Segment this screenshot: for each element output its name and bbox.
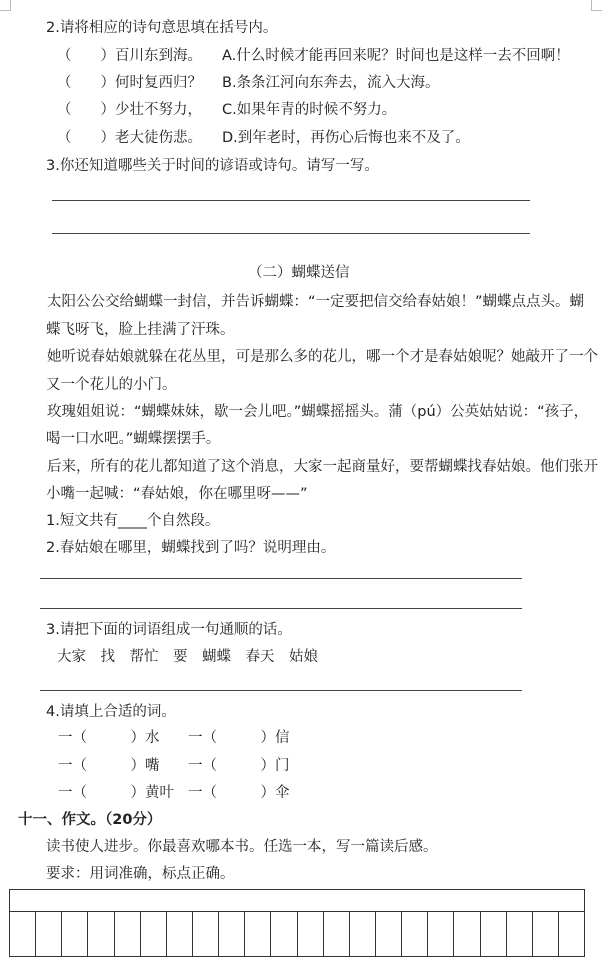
- matching-right: A.什么时候才能再回来呢？时间也是这样一去不回啊！: [222, 48, 570, 64]
- word-list: 大家 找 帮忙 要 蝴蝶 春天 姑娘: [57, 649, 318, 665]
- writing-cell[interactable]: [141, 912, 167, 956]
- composition-prompt: 读书使人进步。你最喜欢哪本书。任选一本，写一篇读后感。: [46, 839, 438, 855]
- writing-cell[interactable]: [36, 912, 62, 956]
- writing-cell[interactable]: [62, 912, 88, 956]
- matching-left: （ ）少壮不努力，: [57, 102, 202, 118]
- answer-line[interactable]: [40, 608, 522, 609]
- fill-word-item: 一（ ）黄叶: [58, 785, 174, 801]
- paragraph-line: 蝶飞呀飞，脸上挂满了汗珠。: [46, 322, 235, 338]
- paragraph-line: 喝一口水吧。”蝴蝶摆摆手。: [46, 431, 221, 447]
- answer-line[interactable]: [40, 578, 522, 579]
- matching-row: [57, 46, 202, 66]
- reading-question-1: 1.短文共有____个自然段。: [46, 513, 220, 529]
- paragraph-line: 后来，所有的花儿都知道了这个消息，大家一起商量好，要帮蝴蝶找春姑娘。他们张开: [18, 459, 598, 475]
- writing-cell[interactable]: [245, 912, 271, 956]
- writing-grid-top-band: [10, 890, 584, 912]
- writing-cell[interactable]: [115, 912, 141, 956]
- page-corner-mark: [591, 0, 602, 11]
- fill-word-item: 一（ ）水: [58, 730, 160, 746]
- fill-word-item: 一（ ）信: [188, 730, 290, 746]
- writing-cell[interactable]: [88, 912, 114, 956]
- reading-question-4: 4.请填上合适的词。: [46, 704, 176, 720]
- question-2-title: 2.请将相应的诗句意思填在括号内。: [46, 20, 278, 36]
- composition-heading: 十一、作文。（20分）: [18, 812, 162, 828]
- writing-cell[interactable]: [350, 912, 376, 956]
- writing-cell[interactable]: [402, 912, 428, 956]
- matching-row: [57, 100, 202, 120]
- matching-left: （ ）何时复西归？: [57, 75, 202, 91]
- writing-cell[interactable]: [193, 912, 219, 956]
- fill-word-item: 一（ ）门: [188, 758, 290, 774]
- writing-cell[interactable]: [167, 912, 193, 956]
- paragraph-line: 又一个花儿的小门。: [46, 377, 177, 393]
- writing-cell[interactable]: [533, 912, 559, 956]
- writing-grid-cells[interactable]: [10, 912, 584, 956]
- paragraph-line: 太阳公公交给蝴蝶一封信，并告诉蝴蝶：“一定要把信交给春姑娘！”蝴蝶点点头。蝴: [18, 294, 585, 310]
- matching-right: D.到年老时，再伤心后悔也来不及了。: [222, 130, 470, 146]
- writing-cell[interactable]: [481, 912, 507, 956]
- writing-cell[interactable]: [507, 912, 533, 956]
- reading-question-3: 3.请把下面的词语组成一句通顺的话。: [46, 622, 292, 638]
- reading-question-2: 2.春姑娘在哪里，蝴蝶找到了吗？说明理由。: [46, 540, 336, 556]
- writing-cell[interactable]: [324, 912, 350, 956]
- fill-word-item: 一（ ）伞: [188, 785, 290, 801]
- writing-cell[interactable]: [376, 912, 402, 956]
- writing-cell[interactable]: [559, 912, 584, 956]
- answer-line[interactable]: [40, 690, 522, 691]
- paragraph-line: 她听说春姑娘就躲在花丛里，可是那么多的花儿，哪一个才是春姑娘呢？她敲开了一个: [18, 349, 598, 365]
- writing-cell[interactable]: [298, 912, 324, 956]
- matching-row: [57, 128, 202, 148]
- answer-line[interactable]: [52, 200, 530, 201]
- writing-cell[interactable]: [428, 912, 454, 956]
- paragraph-line: 玫瑰姐姐说：“蝴蝶妹妹，歇一会儿吧。”蝴蝶摇摇头。蒲（pú）公英姑姑说：“孩子，: [18, 404, 589, 420]
- passage-title: （二）蝴蝶送信: [248, 265, 350, 281]
- matching-row: [57, 73, 202, 93]
- matching-right: B.条条江河向东奔去，流入大海。: [222, 75, 440, 91]
- paragraph-line: 小嘴一起喊：“春姑娘，你在哪里呀——”: [46, 486, 308, 502]
- writing-cell[interactable]: [454, 912, 480, 956]
- matching-left: （ ）百川东到海。: [57, 48, 202, 64]
- matching-left: （ ）老大徒伤悲。: [57, 130, 202, 146]
- composition-requirement: 要求：用词准确，标点正确。: [46, 866, 235, 882]
- writing-cell[interactable]: [271, 912, 297, 956]
- answer-line[interactable]: [52, 233, 530, 234]
- writing-grid[interactable]: [9, 889, 585, 957]
- fill-word-item: 一（ ）嘴: [58, 758, 160, 774]
- writing-cell[interactable]: [10, 912, 36, 956]
- writing-cell[interactable]: [219, 912, 245, 956]
- question-3-title: 3.你还知道哪些关于时间的谚语或诗句。请写一写。: [46, 158, 379, 174]
- matching-right: C.如果年青的时候不努力。: [222, 102, 397, 118]
- page-corner-mark: [0, 0, 11, 11]
